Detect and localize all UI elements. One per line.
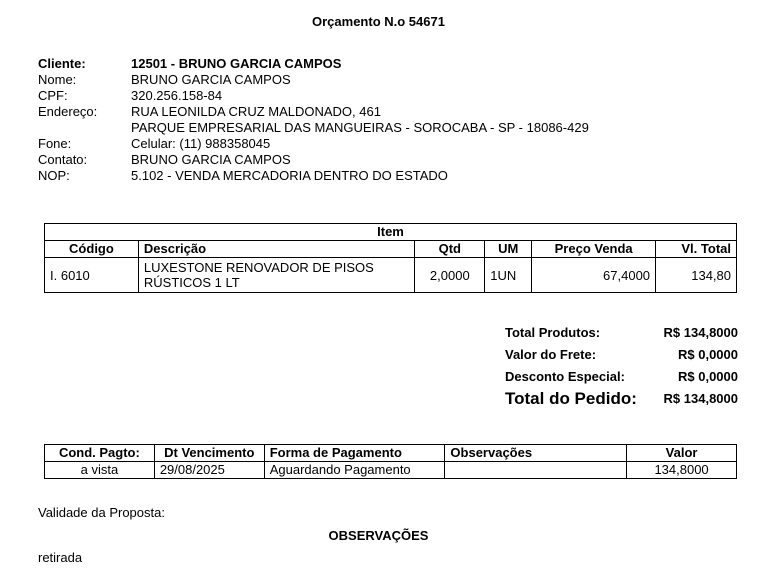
items-caption: Item xyxy=(45,224,737,241)
discount-label: Desconto Especial: xyxy=(505,369,625,384)
nome-label: Nome: xyxy=(38,72,77,87)
nome-value: BRUNO GARCIA CAMPOS xyxy=(131,72,291,87)
col-header: Preço Venda xyxy=(532,241,656,258)
order-total-label: Total do Pedido: xyxy=(505,389,637,408)
col-header: Qtd xyxy=(415,241,485,258)
freight-row xyxy=(505,346,738,368)
discount-row xyxy=(505,368,738,390)
col-header: Dt Vencimento xyxy=(154,445,264,462)
contact-row xyxy=(38,152,589,168)
cliente-value: 12501 - BRUNO GARCIA CAMPOS xyxy=(131,56,342,71)
order-total-value: R$ 134,8000 xyxy=(663,391,738,406)
address-row-2 xyxy=(38,120,589,136)
observations-text: retirada xyxy=(38,550,83,565)
payment-notes xyxy=(445,462,627,479)
col-header: Descrição xyxy=(138,241,414,258)
col-header: Cond. Pagto: xyxy=(45,445,155,462)
observations-title: OBSERVAÇÕES xyxy=(328,528,429,543)
nop-label: NOP: xyxy=(38,168,70,183)
address-row xyxy=(38,104,589,120)
contato-value: BRUNO GARCIA CAMPOS xyxy=(131,152,291,167)
col-header: UM xyxy=(485,241,532,258)
order-total-row xyxy=(505,390,738,412)
cliente-label: Cliente: xyxy=(38,56,86,71)
nop-value: 5.102 - VENDA MERCADORIA DENTRO DO ESTADO xyxy=(131,168,448,183)
phone-row xyxy=(38,136,589,152)
freight-label: Valor do Frete: xyxy=(505,347,597,362)
table-row xyxy=(45,462,737,479)
cpf-value: 320.256.158-84 xyxy=(131,88,223,103)
fone-label: Fone: xyxy=(38,136,72,151)
items-header-row xyxy=(45,241,737,258)
contato-label: Contato: xyxy=(38,152,88,167)
payment-header-row xyxy=(45,445,737,462)
item-code: I. 6010 xyxy=(45,258,139,293)
endereco-label: Endereço: xyxy=(38,104,98,119)
endereco-line2: PARQUE EMPRESARIAL DAS MANGUEIRAS - SOROCABA - SP - 18086-429 xyxy=(131,120,589,135)
col-header: Valor xyxy=(627,445,737,462)
fone-value: Celular: (11) 988358045 xyxy=(131,136,271,151)
item-description: LUXESTONE RENOVADOR DE PISOS RÚSTICOS 1 LT xyxy=(138,258,414,293)
freight-value: R$ 0,0000 xyxy=(678,347,738,362)
cpf-label: CPF: xyxy=(38,88,68,103)
cpf-row xyxy=(38,88,589,104)
total-products-value: R$ 134,8000 xyxy=(663,325,738,340)
client-row xyxy=(38,56,589,72)
endereco-line1: RUA LEONILDA CRUZ MALDONADO, 461 xyxy=(131,104,381,119)
name-row xyxy=(38,72,589,88)
payment-value: 134,8000 xyxy=(627,462,737,479)
due-date: 29/08/2025 xyxy=(154,462,264,479)
payment-condition: a vista xyxy=(45,462,155,479)
totals-block xyxy=(505,324,738,412)
table-row xyxy=(45,258,737,293)
discount-value: R$ 0,0000 xyxy=(678,369,738,384)
item-unit-price: 67,4000 xyxy=(532,258,656,293)
col-header: Vl. Total xyxy=(656,241,737,258)
item-qty: 2,0000 xyxy=(415,258,485,293)
items-table xyxy=(44,223,737,293)
col-header: Forma de Pagamento xyxy=(264,445,445,462)
item-unit: 1UN xyxy=(485,258,532,293)
client-info xyxy=(38,56,589,184)
nop-row xyxy=(38,168,589,184)
payment-table xyxy=(44,444,737,479)
total-products-row xyxy=(505,324,738,346)
item-total: 134,80 xyxy=(656,258,737,293)
document-title: Orçamento N.o 54671 xyxy=(312,14,445,29)
col-header: Código xyxy=(45,241,139,258)
payment-method: Aguardando Pagamento xyxy=(264,462,445,479)
proposal-validity-label: Validade da Proposta: xyxy=(38,505,165,520)
col-header: Observações xyxy=(445,445,627,462)
total-products-label: Total Produtos: xyxy=(505,325,601,340)
